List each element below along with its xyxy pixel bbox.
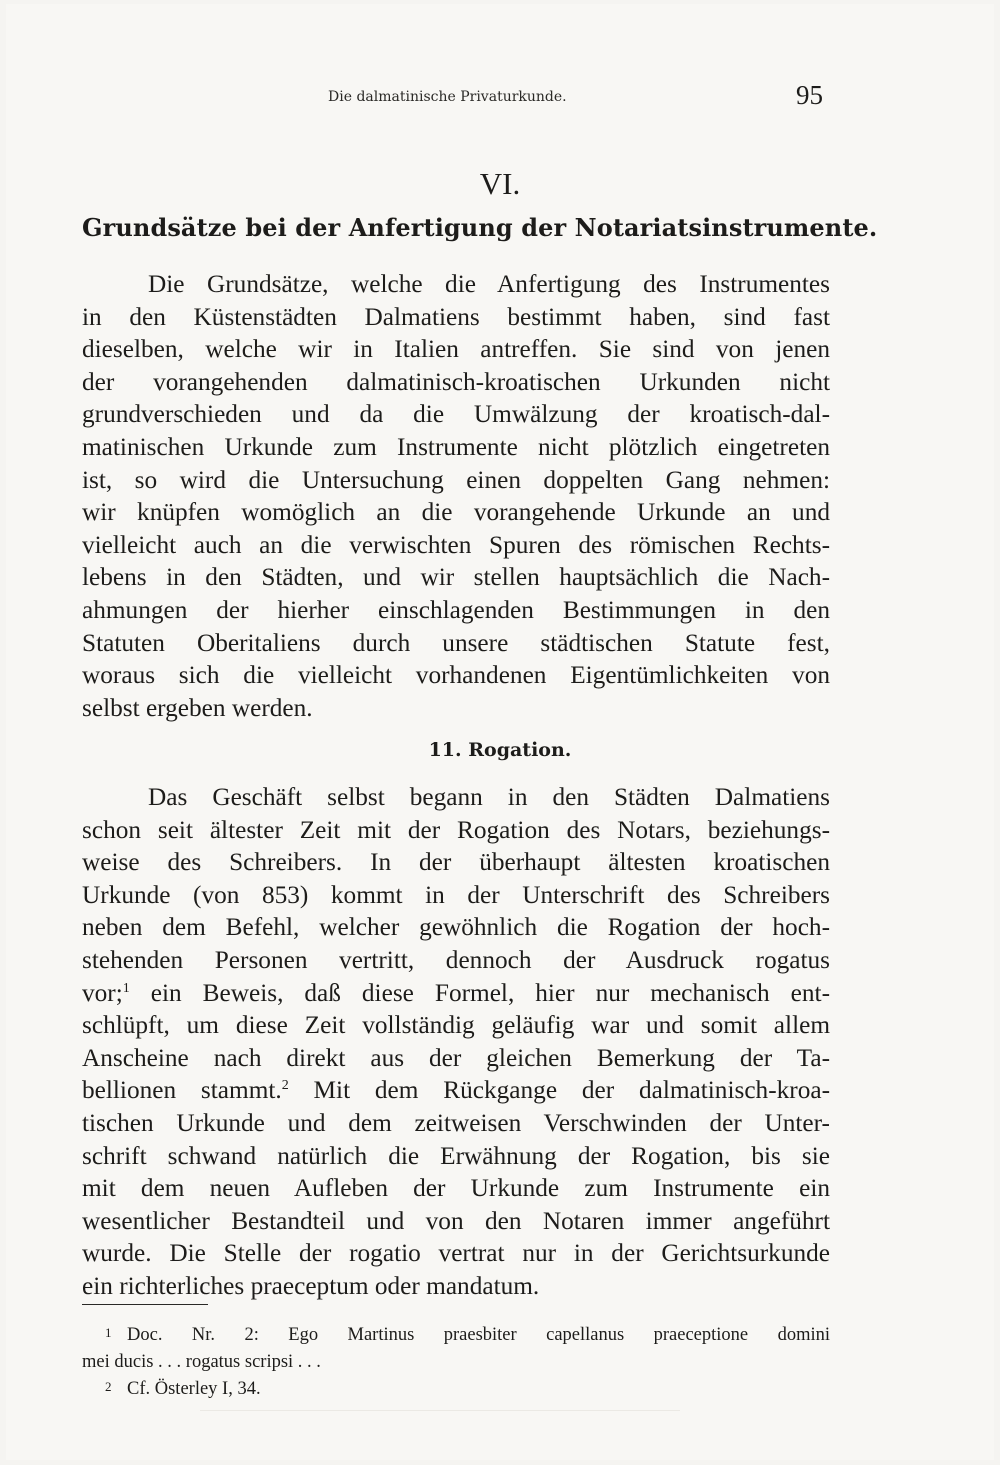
text-line: Anscheine nach direkt aus der gleichen Bemerkung der Ta- [82,1043,830,1072]
text-line: Die Grundsätze, welche die Anfertigung des Instrumentes [148,270,830,298]
text-line-with-footnote-1 [82,977,830,1010]
text-line: neben dem Befehl, welcher gewöhnlich die Rogation der hoch- [82,913,830,942]
page-number: 95 [796,80,823,110]
text-line: ist, so wird die Untersuchung einen doppelten Gang nehmen: [82,465,830,494]
running-title: Die dalmatinische Privaturkunde. [328,89,567,105]
paragraph-principles [82,268,830,724]
text-line: stehenden Personen vertritt, dennoch der Ausdruck rogatus [82,945,830,974]
footnote-line: Doc. Nr. 2: Ego Martinus praesbiter capellanus praeceptione domini [127,1325,830,1345]
footnote-rule [82,1304,208,1305]
text-line: schrift schwand natürlich die Erwähnung der Rogation, bis sie [82,1141,830,1170]
text-line: weise des Schreibers. In der überhaupt ältesten kroatischen [82,848,830,877]
section-heading: 11. Rogation. [428,739,572,761]
text-line: Urkunde (von 853) kommt in der Unterschrift des Schreibers [82,880,830,909]
text-line: wir knüpfen womöglich an die vorangehende Urkunde an und [82,498,830,527]
line-start: bellionen stammt. [82,1076,282,1105]
text-line: vielleicht auch an die verwischten Spuren des römischen Rechts- [82,530,830,559]
text-line: woraus sich die vielleicht vorhandenen Eigentümlichkeiten von [82,661,830,690]
footnotes [82,1322,830,1403]
text-line: tischen Urkunde und dem zeitweisen Verschwinden der Unter- [82,1108,830,1137]
text-line-with-footnote-2 [82,1074,830,1107]
line-start: vor; [82,978,123,1007]
text-line: ein richterliches praeceptum oder mandatum. [82,1271,540,1300]
text-line: mit dem neuen Aufleben der Urkunde zum Instrumente ein [82,1174,830,1203]
footnote-1 [82,1322,830,1376]
line-end: Mit dem Rückgange der dalmatinisch-kroa- [288,1076,831,1105]
footnote-ref-2[interactable]: 2 [281,1078,289,1094]
text-line: wesentlicher Bestandteil und von den Notaren immer angeführt [82,1206,830,1235]
text-line: ahmungen der hierher einschlagenden Bestimmungen in den [82,595,830,624]
text-line: matinischen Urkunde zum Instrumente nicht plötzlich eingetreten [82,432,830,461]
text-line: grundverschieden und da die Umwälzung der kroatisch-dal- [82,400,830,429]
text-line: selbst ergeben werden. [82,693,313,722]
footnote-mark: 1 [105,1325,112,1340]
paragraph-rogation [82,781,830,1303]
footnote-mark: 2 [105,1379,112,1394]
footnote-2 [105,1376,830,1403]
text-line: Statuten Oberitaliens durch unsere städtischen Statute fest, [82,628,830,657]
footnote-line: mei ducis . . . rogatus scripsi . . . [82,1352,321,1372]
line-end: ein Beweis, daß diese Formel, hier nur mechanisch ent- [129,978,830,1007]
footnote-line: Cf. Österley I, 34. [127,1379,261,1399]
chapter-title: Grundsätze bei der Anfertigung der Notariatsinstrumente. [82,213,878,242]
text-line: lebens in den Städten, und wir stellen hauptsächlich die Nach- [82,563,830,592]
running-header [0,80,1000,110]
text-line: dieselben, welche wir in Italien antreffen. Sie sind von jenen [82,335,830,364]
text-line: schlüpft, um diese Zeit vollständig geläufig war und somit allem [82,1011,830,1040]
bleed-through-rule [200,1410,680,1441]
text-line: wurde. Die Stelle der rogatio vertrat nur in der Gerichtsurkunde [82,1239,830,1268]
text-line: Das Geschäft selbst begann in den Städten Dalmatiens [148,783,830,811]
text-line: der vorangehenden dalmatinisch-kroatischen Urkunden nicht [82,367,830,396]
chapter-number: VI. [479,166,521,201]
text-line: schon seit ältester Zeit mit der Rogation des Notars, beziehungs- [82,815,830,844]
text-line: in den Küstenstädten Dalmatiens bestimmt haben, sind fast [82,302,830,331]
footnote-ref-1[interactable]: 1 [122,980,130,996]
